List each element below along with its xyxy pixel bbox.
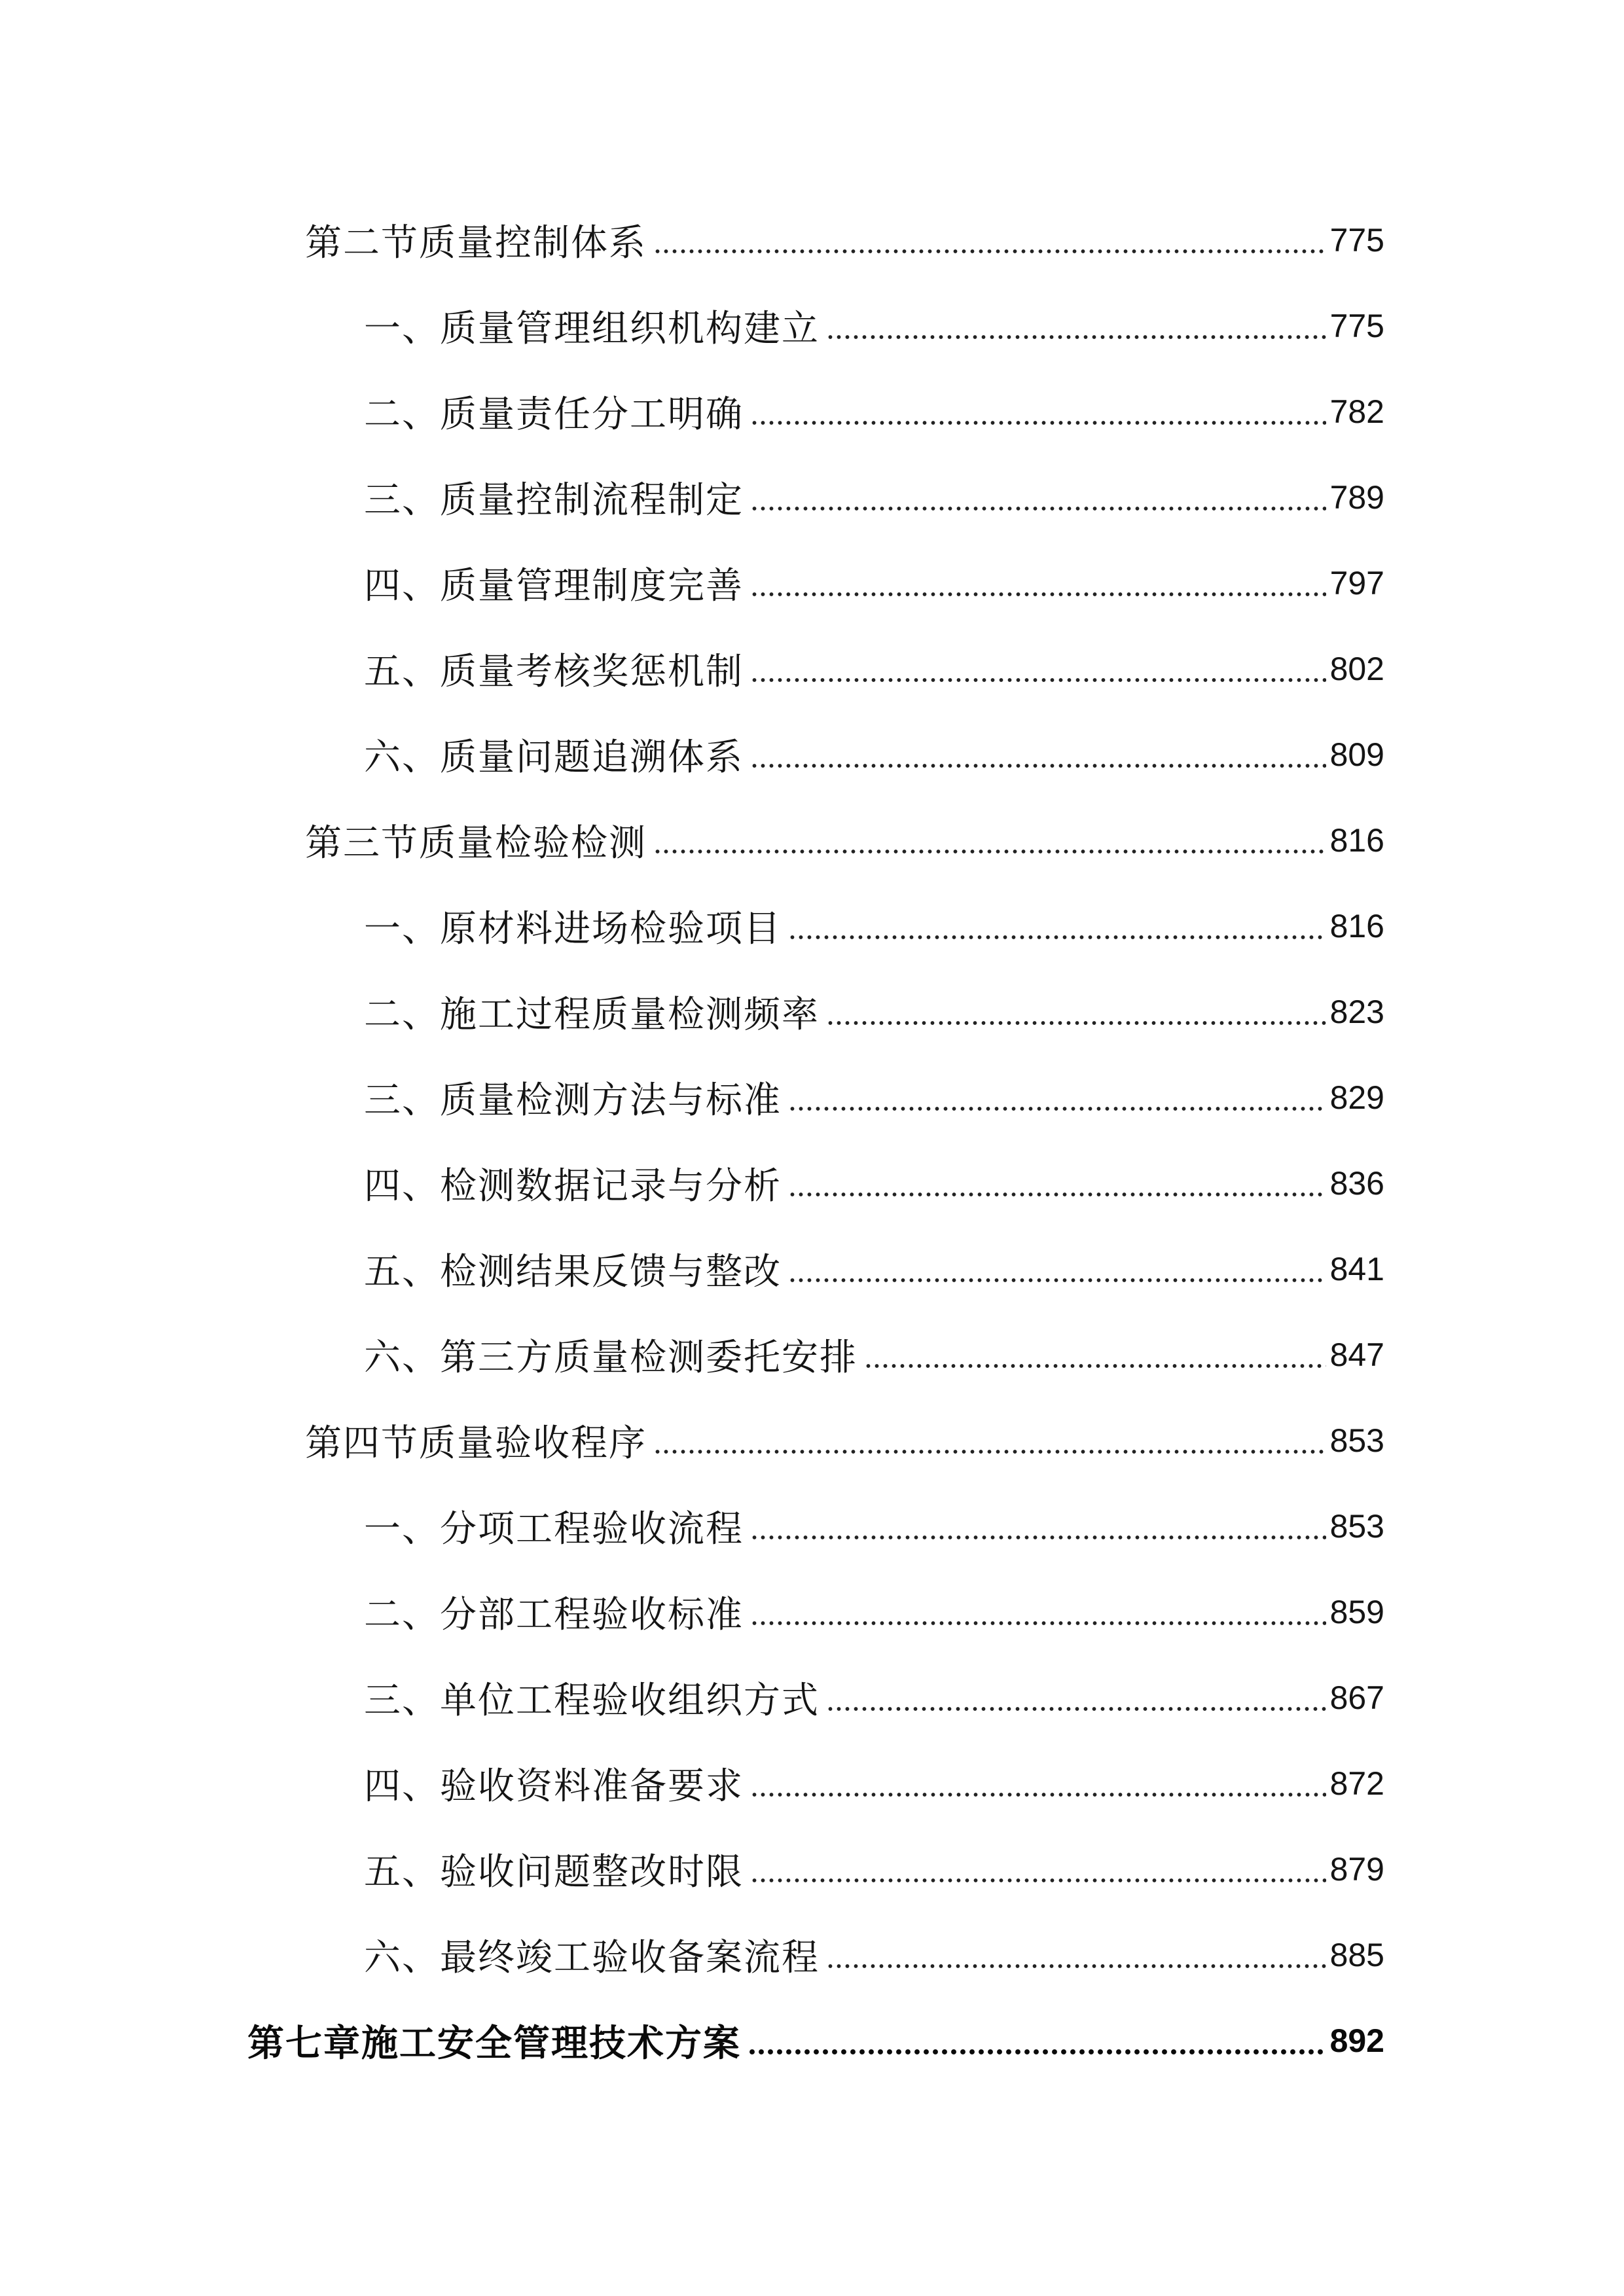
toc-page-number: 802: [1329, 650, 1384, 687]
toc-page-number: 853: [1329, 1507, 1384, 1545]
dot-leader: [826, 1963, 1326, 1969]
toc-page-number: 816: [1329, 821, 1384, 859]
toc-page-number: 853: [1329, 1422, 1384, 1459]
toc-item-label: 六、最终竣工验收备案流程: [364, 1936, 820, 1979]
toc-item-entry: [0, 1483, 1384, 1569]
toc-item-label: 三、质量检测方法与标准: [364, 1079, 782, 1122]
toc-page-number: 859: [1329, 1593, 1384, 1630]
dot-leader: [750, 677, 1326, 683]
toc-item-label: 一、原材料进场检验项目: [364, 907, 782, 950]
toc-page-number: 816: [1329, 907, 1384, 944]
toc-section-label: 第三节质量检验检测: [305, 821, 647, 865]
toc-page-number: 782: [1329, 393, 1384, 430]
toc-item-label: 六、质量问题追溯体系: [364, 736, 744, 779]
toc-section-entry: [0, 197, 1384, 283]
toc-page-number: 797: [1329, 564, 1384, 601]
toc-item-label: 二、分部工程验收标准: [364, 1593, 744, 1636]
toc-item-entry: [0, 1655, 1384, 1740]
toc-item-label: 四、检测数据记录与分析: [364, 1164, 782, 1208]
toc-chapter-entry: [0, 1998, 1384, 2083]
toc-item-entry: [0, 1054, 1384, 1140]
toc-item-label: 四、质量管理制度完善: [364, 564, 744, 607]
toc-item-label: 五、质量考核奖惩机制: [364, 650, 744, 693]
dot-leader: [750, 762, 1326, 769]
toc-item-label: 四、验收资料准备要求: [364, 1765, 744, 1808]
toc-item-label: 五、验收问题整改时限: [364, 1850, 744, 1893]
toc-page-number: 872: [1329, 1765, 1384, 1802]
dot-leader: [653, 848, 1326, 855]
dot-leader: [750, 1791, 1326, 1798]
table-of-contents: [0, 197, 1384, 2083]
dot-leader: [864, 1363, 1326, 1369]
toc-item-label: 三、单位工程验收组织方式: [364, 1679, 820, 1722]
toc-item-label: 三、质量控制流程制定: [364, 478, 744, 522]
toc-page-number: 775: [1329, 221, 1384, 259]
toc-page-number: 836: [1329, 1164, 1384, 1202]
dot-leader: [750, 1877, 1326, 1884]
toc-chapter-label: 第七章施工安全管理技术方案: [247, 2021, 741, 2065]
toc-page-number: 847: [1329, 1336, 1384, 1373]
dot-leader: [750, 1534, 1326, 1541]
toc-page-number: 829: [1329, 1079, 1384, 1116]
toc-item-entry: [0, 454, 1384, 540]
toc-page-number: 841: [1329, 1250, 1384, 1287]
toc-item-label: 一、质量管理组织机构建立: [364, 307, 820, 350]
toc-item-entry: [0, 283, 1384, 368]
dot-leader: [653, 1448, 1326, 1455]
toc-item-entry: [0, 1140, 1384, 1226]
toc-item-label: 五、检测结果反馈与整改: [364, 1250, 782, 1293]
toc-item-entry: [0, 1826, 1384, 1912]
toc-item-entry: [0, 883, 1384, 969]
toc-item-label: 一、分项工程验收流程: [364, 1507, 744, 1551]
dot-leader: [826, 334, 1326, 340]
dot-leader: [788, 1105, 1326, 1112]
toc-page-number: 789: [1329, 478, 1384, 516]
toc-section-entry: [0, 1397, 1384, 1483]
toc-page-number: 775: [1329, 307, 1384, 344]
dot-leader: [750, 505, 1326, 512]
toc-page-number: 892: [1329, 2022, 1384, 2059]
toc-item-entry: [0, 1912, 1384, 1998]
dot-leader: [826, 1020, 1326, 1026]
dot-leader: [653, 248, 1326, 255]
toc-section-entry: [0, 797, 1384, 883]
toc-section-label: 第四节质量验收程序: [305, 1422, 647, 1465]
dot-leader: [826, 1706, 1326, 1712]
toc-page-number: 879: [1329, 1850, 1384, 1888]
toc-item-label: 二、施工过程质量检测频率: [364, 993, 820, 1036]
toc-section-label: 第二节质量控制体系: [305, 221, 647, 264]
dot-leader: [750, 1620, 1326, 1626]
toc-item-entry: [0, 1226, 1384, 1312]
toc-item-entry: [0, 969, 1384, 1054]
dot-leader: [788, 1277, 1326, 1283]
toc-item-entry: [0, 368, 1384, 454]
toc-item-label: 六、第三方质量检测委托安排: [364, 1336, 857, 1379]
toc-item-entry: [0, 711, 1384, 797]
toc-page-number: 823: [1329, 993, 1384, 1030]
toc-item-entry: [0, 1740, 1384, 1826]
toc-item-entry: [0, 1569, 1384, 1655]
toc-page-number: 867: [1329, 1679, 1384, 1716]
dot-leader: [748, 2048, 1326, 2056]
dot-leader: [750, 591, 1326, 598]
toc-page-number: 809: [1329, 736, 1384, 773]
toc-page-number: 885: [1329, 1936, 1384, 1973]
toc-item-entry: [0, 540, 1384, 626]
dot-leader: [788, 934, 1326, 941]
dot-leader: [788, 1191, 1326, 1198]
toc-item-label: 二、质量责任分工明确: [364, 393, 744, 436]
dot-leader: [750, 420, 1326, 426]
toc-item-entry: [0, 626, 1384, 711]
toc-item-entry: [0, 1312, 1384, 1397]
